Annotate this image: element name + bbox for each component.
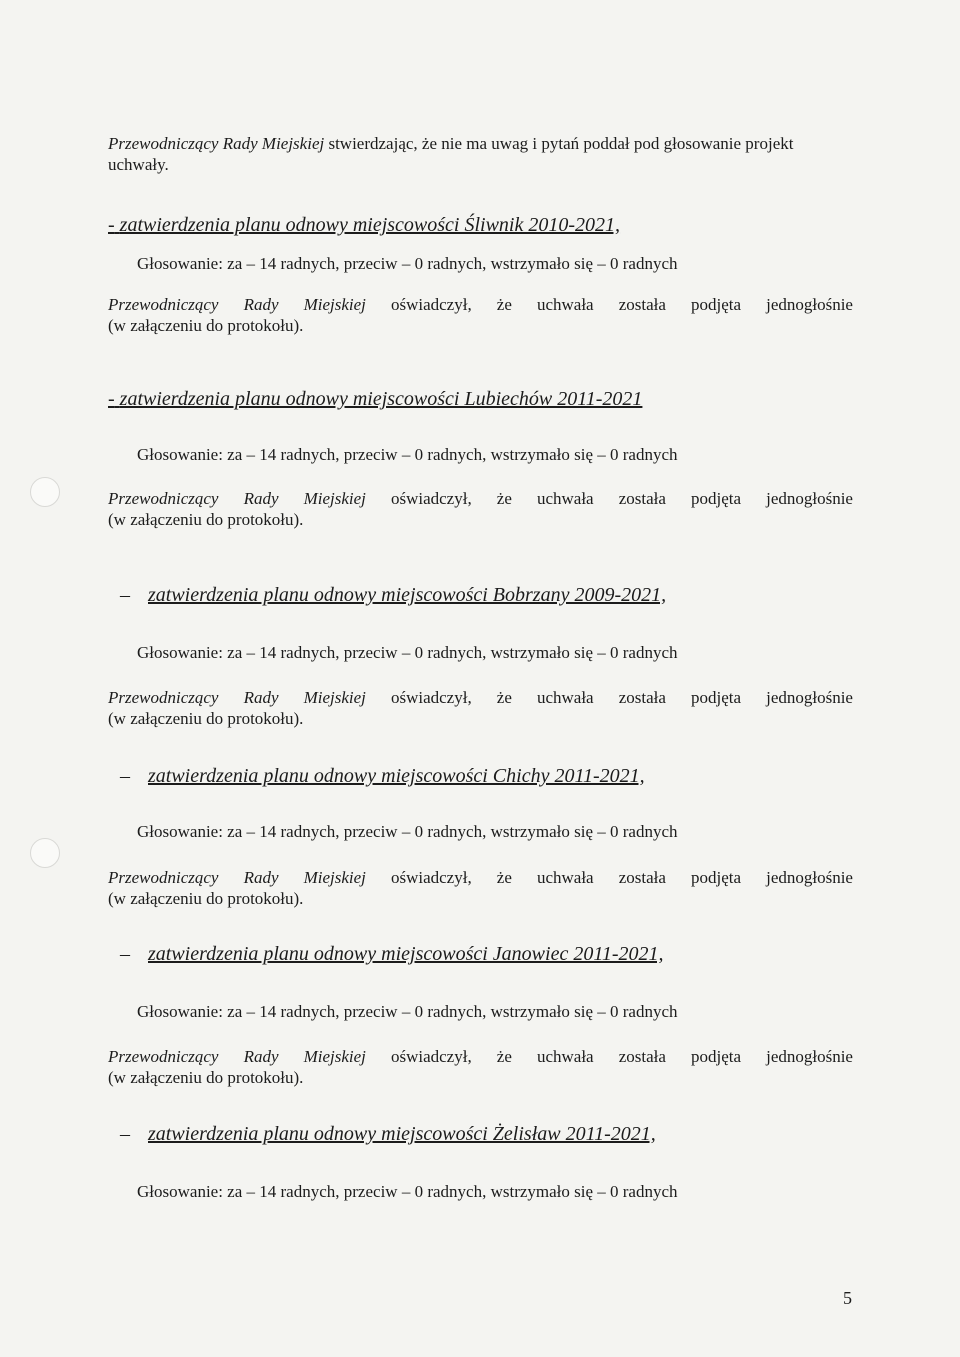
- vote-result: Głosowanie: za – 14 radnych, przeciw – 0 radnych, wstrzymało się – 0 radnych: [137, 822, 678, 841]
- page-number: 5: [843, 1288, 852, 1308]
- chair-declaration: Przewodniczący Rady Miejskiej oświadczył, że uchwała została podjęta jednogłośnie (w załączeniu do protokołu).: [108, 489, 853, 529]
- vote-result: Głosowanie: za – 14 radnych, przeciw – 0 radnych, wstrzymało się – 0 radnych: [137, 254, 678, 273]
- intro-text: stwierdzając, że nie ma uwag i pytań poddał pod głosowanie projekt uchwały.: [108, 134, 794, 174]
- chair-declaration: Przewodniczący Rady Miejskiej oświadczył, że uchwała została podjęta jednogłośnie (w załączeniu do protokołu).: [108, 295, 853, 335]
- chair-title: Przewodniczący Rady Miejskiej: [108, 134, 325, 153]
- list-dash: –: [120, 584, 130, 606]
- list-dash: –: [120, 943, 130, 965]
- resolution-heading: zatwierdzenia planu odnowy miejscowości Bobrzany 2009-2021,: [148, 584, 667, 606]
- intro-paragraph: [108, 133, 853, 175]
- vote-result: Głosowanie: za – 14 radnych, przeciw – 0 radnych, wstrzymało się – 0 radnych: [137, 1002, 678, 1021]
- vote-result: Głosowanie: za – 14 radnych, przeciw – 0 radnych, wstrzymało się – 0 radnych: [137, 1182, 678, 1201]
- list-dash: –: [120, 1123, 130, 1145]
- vote-result: Głosowanie: za – 14 radnych, przeciw – 0 radnych, wstrzymało się – 0 radnych: [137, 643, 678, 662]
- resolution-heading: - zatwierdzenia planu odnowy miejscowości Śliwnik 2010-2021,: [108, 214, 621, 236]
- chair-declaration: Przewodniczący Rady Miejskiej oświadczył, że uchwała została podjęta jednogłośnie (w załączeniu do protokołu).: [108, 688, 853, 728]
- punch-hole: [30, 477, 60, 507]
- resolution-heading: zatwierdzenia planu odnowy miejscowości Chichy 2011-2021,: [148, 765, 645, 787]
- punch-hole: [30, 838, 60, 868]
- chair-declaration: Przewodniczący Rady Miejskiej oświadczył, że uchwała została podjęta jednogłośnie (w załączeniu do protokołu).: [108, 868, 853, 908]
- vote-result: Głosowanie: za – 14 radnych, przeciw – 0 radnych, wstrzymało się – 0 radnych: [137, 445, 678, 464]
- resolution-heading: - zatwierdzenia planu odnowy miejscowości Lubiechów 2011-2021: [108, 388, 643, 410]
- resolution-heading: zatwierdzenia planu odnowy miejscowości Żelisław 2011-2021,: [148, 1123, 656, 1145]
- chair-declaration: Przewodniczący Rady Miejskiej oświadczył, że uchwała została podjęta jednogłośnie (w załączeniu do protokołu).: [108, 1047, 853, 1087]
- resolution-heading: zatwierdzenia planu odnowy miejscowości Janowiec 2011-2021,: [148, 943, 664, 965]
- list-dash: –: [120, 765, 130, 787]
